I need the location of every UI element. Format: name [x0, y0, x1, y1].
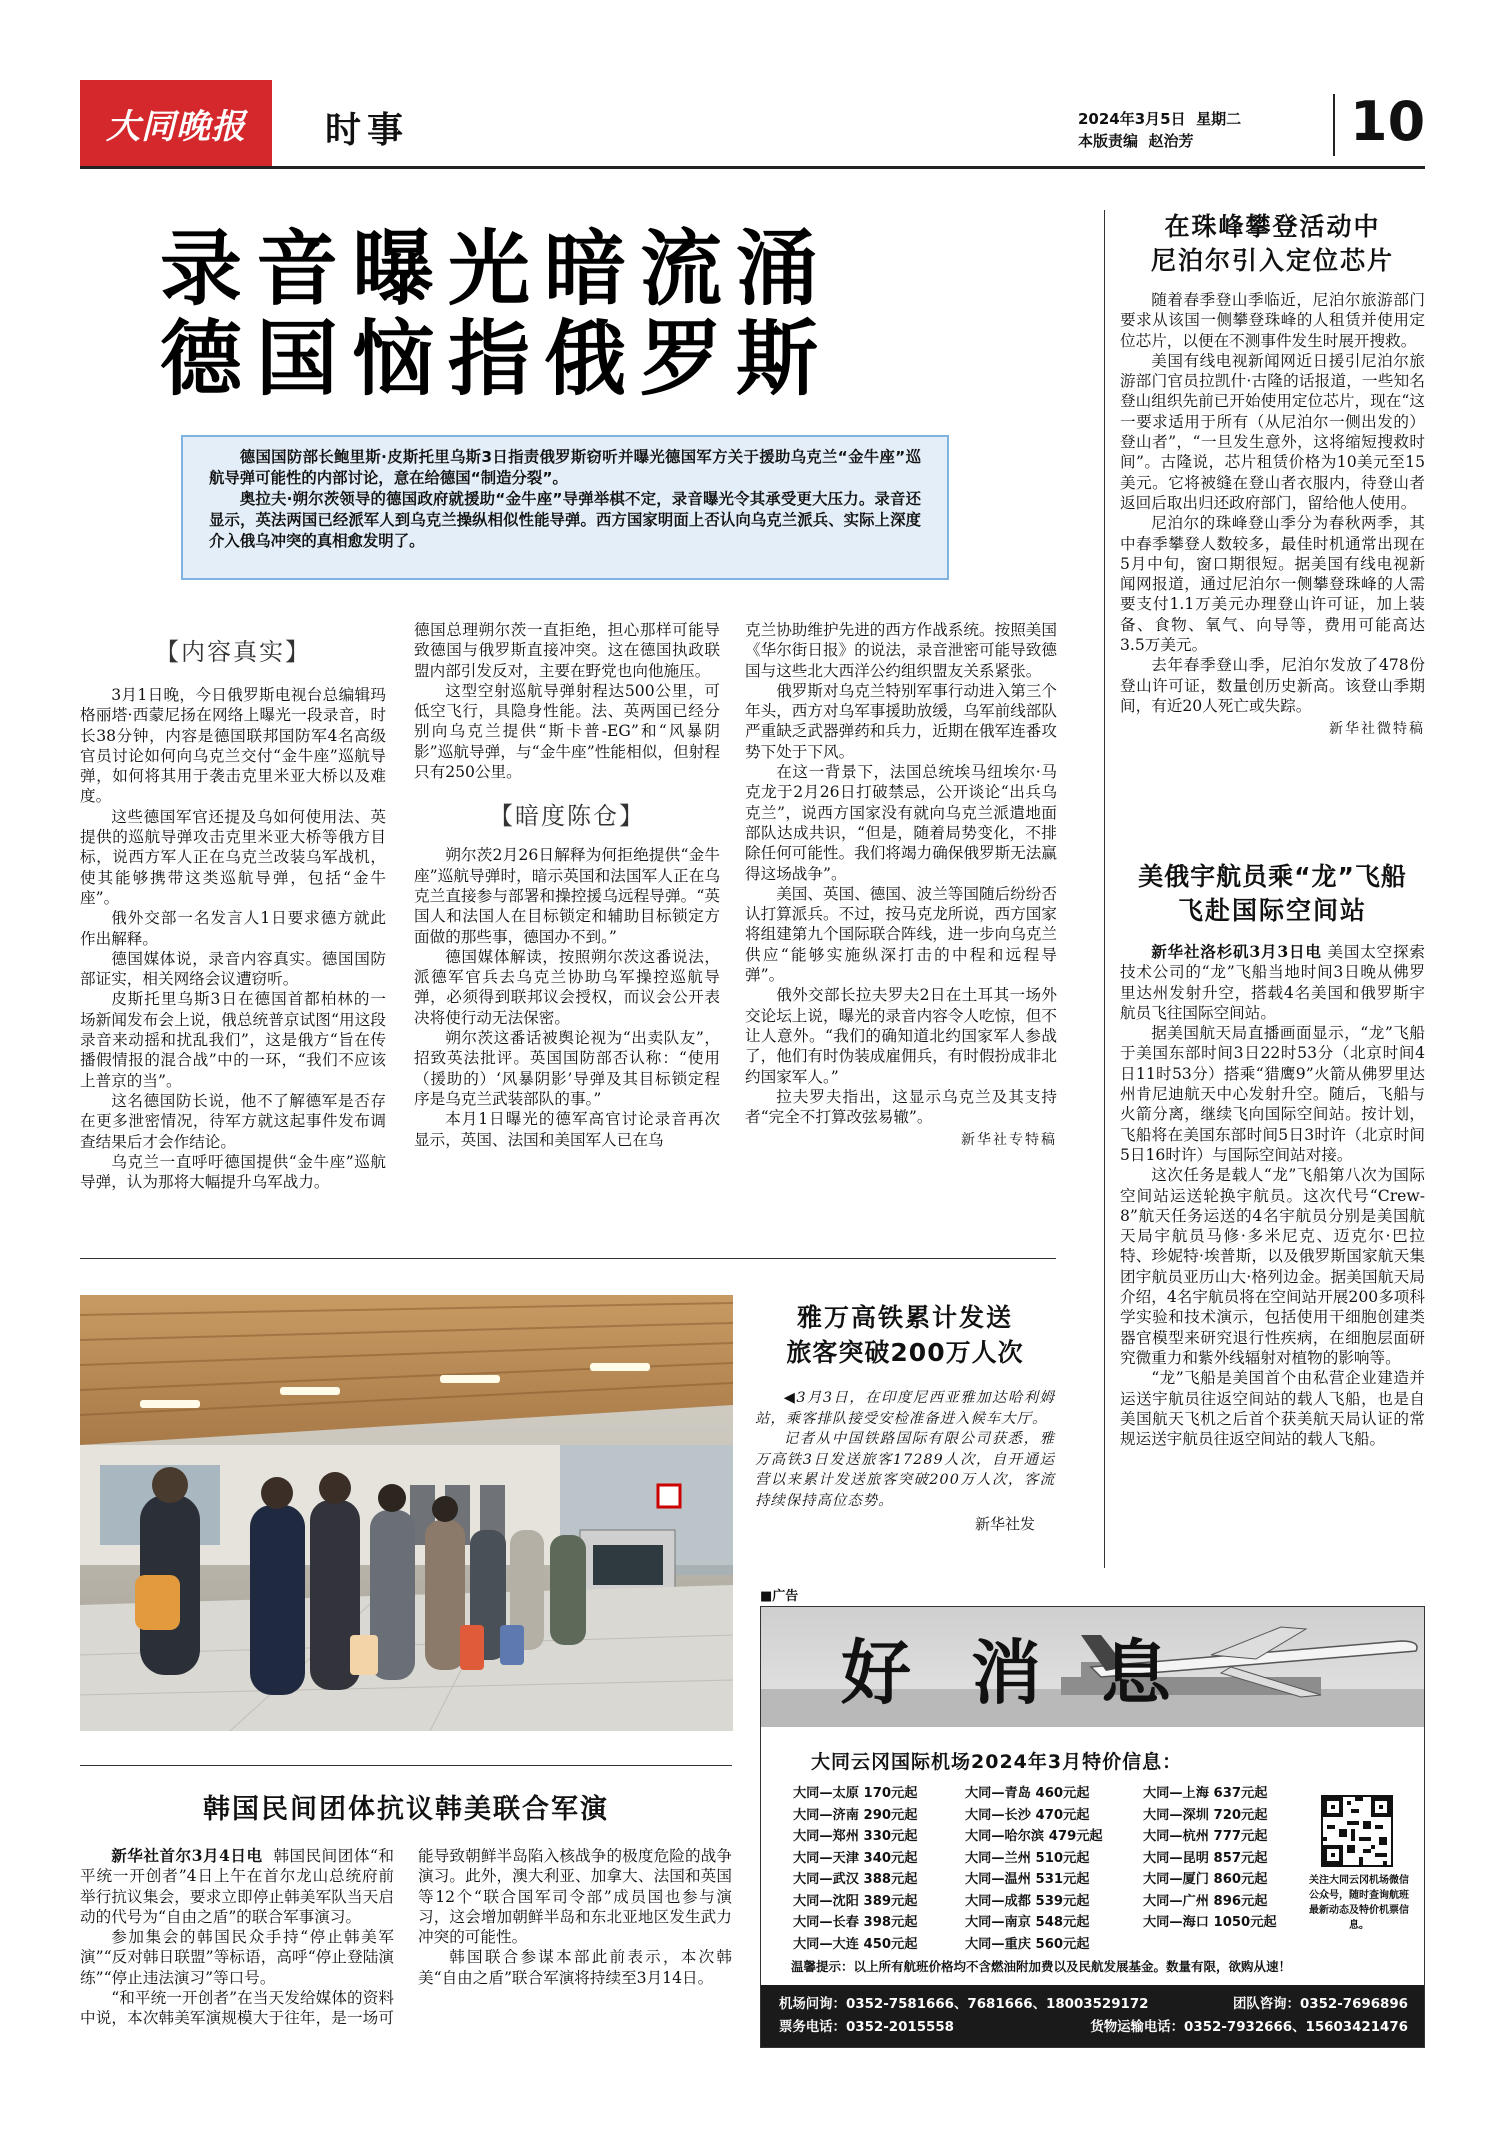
- price-item: 大同—郑州 330元起: [793, 1829, 918, 1844]
- headline-line-1: 录音曝光暗流涌: [160, 222, 833, 317]
- price-item: 大同—深圳 720元起: [1143, 1807, 1268, 1823]
- body-para: 这型空射巡航导弹射程达500公里，可低空飞行，具隐身性能。法、英两国已经分别向乌克兰提供“斯卡普-EG”和“风暴阴影”巡航导弹，与“金牛座”性能相似，但射程只有250公里。: [414, 681, 720, 782]
- korea-story: [80, 1790, 732, 2108]
- rail-story: [755, 1300, 1055, 1534]
- photo-caption: 记者从中国铁路国际有限公司获悉，雅万高铁3日发送旅客17289人次，自开通运营以来累计发送旅客突破200万人次，客流持续保持高位态势。: [755, 1431, 1055, 1509]
- lead-text: 韩国民间团体“和平统一开创者”4日上午在首尔龙山总统府前举行抗议集会，要求立即停止韩美军队当天启动的代号为“自由之盾”的联合军事演习。: [80, 1847, 394, 1926]
- price-item: 大同—昆明 857元起: [1143, 1850, 1268, 1866]
- price-item: 大同—太原 170元起: [793, 1786, 918, 1801]
- qr-code[interactable]: [1321, 1795, 1393, 1867]
- body-para: 朔尔茨这番话被舆论视为“出卖队友”，招致英法批评。英国国防部否认称：“使用（援助的）‘风暴阴影’导弹及其目标锁定程序是乌克兰武装部队的事。”: [414, 1029, 720, 1108]
- body-para: 俄罗斯对乌克兰特别军事行动进入第三个年头，西方对乌军事援助放缓，乌军前线部队严重缺乏武器弹药和兵力，近期在俄军连番攻势下处于下风。: [745, 681, 1057, 761]
- contact-group-inquiry: 团队咨询：0352-7696896: [1233, 1997, 1408, 2012]
- spacex-title-2: 飞赴国际空间站: [1177, 896, 1367, 925]
- subhead-covert: 【暗度陈仓】: [489, 802, 645, 831]
- price-grid: [793, 1783, 1313, 1955]
- body-para: 去年春季登山季，尼泊尔发放了478份登山许可证，数量创历史新高。该登山季期间，有近20人死亡或失踪。: [1120, 656, 1425, 715]
- section-rule: [80, 1258, 1056, 1259]
- byline: 新华社微特稿: [1329, 721, 1425, 738]
- ad-notice: 温馨提示：以上所有航班价格均不含燃油附加费以及民航发展基金。数量有限，欲购从速！: [791, 1959, 1292, 1974]
- logo: [80, 80, 272, 166]
- contact-cargo: 货物运输电话：0352-7932666、15603421476: [1090, 2020, 1408, 2035]
- body-para: [1120, 942, 1425, 1023]
- body-para: 皮斯托里乌斯3日在德国首都柏林的一场新闻发布会上说，俄总统普京试图“用这段录音来动摇和扰乱我们”，这是俄方“旨在传播假情报的混合战”中的一环，“我们不应该上普京的当”。: [80, 990, 386, 1090]
- price-item: 大同—天津 340元起: [793, 1850, 918, 1866]
- body-para: 德国媒体解读，按照朔尔茨这番说法，派德军官兵去乌克兰协助乌军操控巡航导弹，必须得到联邦议会授权，而议会公开表决将使行动无法保密。: [414, 947, 720, 1027]
- body-para: 美国有线电视新闻网近日援引尼泊尔旅游部门官员拉凯什·古隆的话报道，一些知名登山组织先前已开始使用定位芯片，现在“这一要求适用于所有（从尼泊尔一侧出发的）登山者”，“一旦发生意外，这将缩短搜救时间”。古隆说，芯片租赁价格为10美元至15美元。它将被缝在登山者衣服内，待登山者返回后取出归还政府部门，留给他人使用。: [1120, 351, 1425, 512]
- main-column-2: [414, 620, 720, 1150]
- price-item: 大同—兰州 510元起: [965, 1850, 1090, 1866]
- spacex-title-1: 美俄宇航员乘“龙”飞船: [1138, 862, 1407, 891]
- headline-line-2: 德国恼指俄罗斯: [160, 312, 833, 407]
- photo-credit: 新华社发: [974, 1515, 1035, 1533]
- subhead-content-real: 【内容真实】: [155, 638, 311, 666]
- body-para: 克兰协助维护先进的西方作战系统。按照美国《华尔街日报》的说法，录音泄密可能导致德国与这些北大西洋公约组织盟友关系紧张。: [745, 621, 1057, 680]
- rail-title-2: 旅客突破200万人次: [786, 1338, 1024, 1367]
- price-item: 大同—成都 539元起: [965, 1893, 1090, 1909]
- qr-icon: [1323, 1797, 1391, 1865]
- contact-airport-inquiry: 机场问询：0352-7581666、7681666、18003529172: [779, 1997, 1149, 2012]
- main-column-3: [745, 620, 1057, 1149]
- section-label: 时事: [325, 109, 410, 151]
- body-para: 3月1日晚，今日俄罗斯电视台总编辑玛格丽塔·西蒙尼扬在网络上曝光一段录音，时长38分钟，内容是德国联邦国防军4名高级官员讨论如何向乌克兰交付“金牛座”巡航导弹，如何将其用于袭击克里米亚大桥以及难度。: [80, 686, 386, 806]
- price-item: 大同—厦门 860元起: [1143, 1872, 1268, 1887]
- issue-date: 2024年3月5日 星期二: [1078, 110, 1242, 128]
- page-divider: [1333, 94, 1335, 156]
- logo-text: 大同晚报: [106, 106, 246, 147]
- body-para: 随着春季登山季临近，尼泊尔旅游部门要求从该国一侧攀登珠峰的人租赁并使用定位芯片，以便在不测事件发生时展开搜救。: [1120, 291, 1425, 350]
- price-item: 大同—重庆 560元起: [965, 1936, 1090, 1952]
- price-item: 大同—广州 896元起: [1143, 1893, 1268, 1909]
- price-item: 大同—海口 1050元起: [1143, 1915, 1277, 1930]
- price-item: 大同—哈尔滨 479元起: [965, 1829, 1103, 1844]
- spacex-story: [1120, 860, 1425, 1449]
- price-item: 大同—青岛 460元起: [965, 1786, 1090, 1801]
- contact-ticketing: 票务电话：0352-2015558: [779, 2020, 954, 2035]
- body-para: 俄外交部一名发言人1日要求德方就此作出解释。: [80, 909, 386, 948]
- body-para: 据美国航天局直播画面显示，“龙”飞船于美国东部时间3日22时53分（北京时间4日11时53分）搭乘“猎鹰9”火箭从佛罗里达州肯尼迪航天中心发射升空。随后，飞船与火箭分离，继续飞向国际空间站。按计划，飞船将在美国东部时间5日3时许（北京时间5日16时许）与国际空间站对接。: [1120, 1024, 1425, 1164]
- price-item: 大同—温州 531元起: [965, 1872, 1090, 1887]
- airport-ad: [760, 1606, 1425, 2048]
- price-item: 大同—大连 450元起: [793, 1936, 918, 1952]
- body-para: 这名德国防长说，他不了解德军是否存在更多泄密情况，待军方就这起事件发布调查结果后才会作结论。: [80, 1091, 386, 1151]
- price-item: 大同—武汉 388元起: [793, 1872, 918, 1887]
- body-para: 这次任务是载人“龙”飞船第八次为国际空间站运送轮换宇航员。这次代号“Crew-8”航天任务运送的4名宇航员分别是美国航天局宇航员马修·多米尼克、迈克尔·巴拉特、珍妮特·埃普斯，以及俄罗斯国家航天集团宇航员亚历山大·格列边金。据美国航天局介绍，4名宇航员将在空间站开展200多项科学实验和技术演示，包括使用干细胞创建类器官模型来研究退行性疾病，在细胞层面研究微重力和紫外线辐射对植物的影响等。: [1120, 1166, 1425, 1367]
- ad-subtitle: 大同云冈国际机场2024年3月特价信息：: [811, 1751, 1183, 1773]
- body-para: 德国总理朔尔茨一直拒绝，担心那样可能导致德国与俄罗斯直接冲突。这在德国执政联盟内部引发反对，主要在野党也向他施压。: [414, 621, 720, 680]
- page-number: 10: [1350, 90, 1426, 153]
- body-para: 德国媒体说，录音内容真实。德国国防部证实，相关网络会议遭窃听。: [80, 949, 386, 989]
- price-item: 大同—长沙 470元起: [965, 1807, 1090, 1823]
- price-item: 大同—济南 290元起: [793, 1807, 918, 1823]
- body-para: 参加集会的韩国民众手持“停止韩美军演”“反对韩日联盟”等标语，高呼“停止登陆演练”“停止违法演习”等口号。: [80, 1928, 394, 1987]
- body-para: [80, 1846, 394, 1927]
- body-para: “龙”飞船是美国首个由私营企业建造并运送宇航员往返空间站的载人飞船，也是自美国航天飞机之后首个获美航天局认证的常规运送宇航员往返空间站的载人飞船。: [1120, 1369, 1425, 1449]
- ad-headline-char: 消: [971, 1631, 1041, 1714]
- dateline: 新华社洛杉矶3月3日电: [1151, 942, 1322, 961]
- body-para: 朔尔茨2月26日解释为何拒绝提供“金牛座”巡航导弹时，暗示英国和法国军人正在乌克兰直接参与部署和操控援乌远程导弹。“英国人和法国人在目标锁定和辅助目标锁定方面做的那些事，德国办不到。”: [414, 846, 720, 946]
- body-para: 在这一背景下，法国总统埃马纽埃尔·马克龙于2月26日打破禁忌，公开谈论“出兵乌克兰”，说西方国家没有就向乌克兰派遣地面部队达成共识，“但是，随着局势变化，不排除任何可能性。我们将竭力确保俄罗斯无法赢得这场战争”。: [745, 763, 1057, 883]
- price-item: 大同—南京 548元起: [965, 1915, 1090, 1930]
- column-rule: [1104, 210, 1105, 1568]
- section-rule: [80, 1765, 732, 1766]
- body-para: 乌克兰一直呼吁德国提供“金牛座”巡航导弹，认为那将大幅提升乌军战力。: [80, 1152, 386, 1192]
- body-para: 这些德国军官还提及乌如何使用法、英提供的巡航导弹攻击克里米亚大桥等俄方目标，说西方军人正在乌克兰改装乌军战机，使其能够携带这类巡航导弹，包括“金牛座”。: [80, 807, 386, 907]
- ad-headline-char: 好: [841, 1631, 911, 1714]
- summary-para: 德国国防部长鲍里斯·皮斯托里乌斯3日指责俄罗斯窃听并曝光德国军方关于援助乌克兰“金牛座”巡航导弹可能性的内部讨论，意在给德国“制造分裂”。: [209, 448, 921, 487]
- price-item: 大同—杭州 777元起: [1143, 1829, 1268, 1844]
- rail-title-1: 雅万高铁累计发送: [796, 1303, 1013, 1332]
- ad-headline: [841, 1617, 1171, 1718]
- ad-tag: ■广告: [760, 1589, 799, 1604]
- body-para: “和平统一开创者”在当天发给媒体的资料中说，本次韩美军演规模大于往年，是一场可能导致朝鲜半岛陷入核战争的极度危险的战争演习。此外，澳大利亚、加拿大、法国和英国等12个“联合国军司令部”成员国也参与演习，这会增加朝鲜半岛和东北亚地区发生武力冲突的可能性。: [80, 1847, 732, 2028]
- body-para: 尼泊尔的珠峰登山季分为春秋两季，其中春季攀登人数较多，最佳时机通常出现在5月中旬，窗口期很短。据美国有线电视新闻网报道，通过尼泊尔一侧攀登珠峰的人需要支付1.1万美元办理登山许可证，加上装备、食物、氧气、向导等，费用可能高达3.5万美元。: [1120, 514, 1425, 655]
- station-photo: [80, 1295, 733, 1731]
- ad-banner: [761, 1607, 1425, 1727]
- nepal-title-2: 尼泊尔引入定位芯片: [1150, 246, 1394, 275]
- main-headline: [160, 222, 940, 407]
- body-para: 本月1日曝光的德军高官讨论录音再次显示，英国、法国和美国军人已在乌: [414, 1110, 720, 1149]
- price-item: 大同—长春 398元起: [793, 1915, 918, 1930]
- masthead: [80, 80, 1425, 166]
- body-para: 拉夫罗夫指出，这显示乌克兰及其支持者“完全不打算改弦易辙”。: [745, 1087, 1057, 1127]
- ad-contact-bar: [761, 1985, 1425, 2048]
- nepal-story: [1120, 210, 1425, 738]
- price-item: 大同—上海 637元起: [1143, 1786, 1268, 1801]
- ad-headline-char: 息: [1101, 1631, 1171, 1714]
- lead-text: 美国太空探索技术公司的“龙”飞船当地时间3日晚从佛罗里达州发射升空，搭载4名美国和俄罗斯宇航员飞往国际空间站。: [1120, 943, 1425, 1022]
- byline: 新华社专特稿: [961, 1132, 1057, 1149]
- body-para: 美国、英国、德国、波兰等国随后纷纷否认打算派兵。不过，按马克龙所说，西方国家将组建第九个国际联合阵线，进一步向乌克兰供应“能够实施纵深打击的中程和远程导弹”。: [745, 884, 1057, 985]
- photo-caption: ◀3月3日，在印度尼西亚雅加达哈利姆站，乘客排队接受安检准备进入候车大厅。: [755, 1390, 1055, 1427]
- summary-para: 奥拉夫·朔尔茨领导的德国政府就援助“金牛座”导弹举棋不定，录音曝光令其承受更大压力。录音还显示，英法两国已经派军人到乌克兰操纵相似性能导弹。西方国家明面上否认向乌克兰派兵、实际上深度介入俄乌冲突的真相愈发明了。: [209, 490, 921, 550]
- body-para: 俄外交部长拉夫罗夫2日在土耳其一场外交论坛上说，曝光的录音内容令人吃惊，但不让人意外。“我们的确知道北约国家军人参战了，他们有时伪装成雇佣兵，有时假扮成非北约国家军人。”: [745, 986, 1057, 1086]
- nepal-title-1: 在珠峰攀登活动中: [1164, 212, 1381, 241]
- summary-box: [181, 435, 949, 580]
- qr-caption: 关注大同云冈机场微信公众号，随时查询航班最新动态及特价机票信息。: [1309, 1875, 1409, 1931]
- price-item: 大同—沈阳 389元起: [793, 1893, 918, 1909]
- photo-scene: [80, 1295, 733, 1731]
- body-para: 韩国联合参谋本部此前表示，本次韩美“自由之盾”联合军演将持续至3月14日。: [418, 1948, 732, 1987]
- masthead-rule: [80, 166, 1425, 169]
- main-column-1: [80, 632, 386, 1192]
- dateline: 新华社首尔3月4日电: [111, 1846, 263, 1865]
- korea-title: 韩国民间团体抗议韩美联合军演: [203, 1794, 609, 1825]
- editor-line: 本版责编 赵治芳: [1078, 132, 1194, 150]
